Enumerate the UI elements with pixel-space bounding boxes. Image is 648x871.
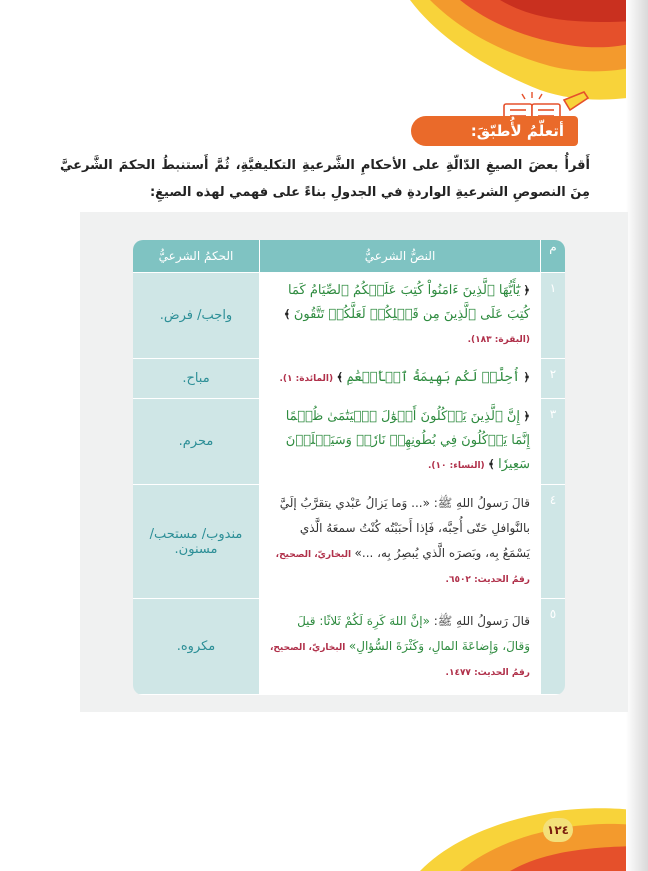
hadith-reference: البخاريّ، الصحيح، رقمُ الحديث: ٦٥٠٢. <box>275 550 530 585</box>
page-edge-shadow <box>626 0 648 871</box>
row-text <box>259 599 540 695</box>
row-text <box>259 359 540 399</box>
header-num: م <box>540 240 565 273</box>
table-row <box>133 485 565 599</box>
ayah-open-bracket: ﴿ <box>523 371 530 384</box>
header-rule: الحكمُ الشرعيُّ <box>133 240 259 273</box>
rulings-table <box>133 240 565 695</box>
row-number: ٢ <box>540 359 565 399</box>
ayah-reference: (البقرة: ١٨٣). <box>467 335 530 345</box>
row-number: ٥ <box>540 599 565 695</box>
hadith-intro: قالَ رَسولُ اللهِ ﷺ: <box>429 613 530 628</box>
table-row <box>133 399 565 485</box>
ayah-close-bracket: ﴾ <box>283 308 291 321</box>
row-text <box>259 399 540 485</box>
intro-paragraph: أَقرأُ بعضَ الصيغِ الدّالّةِ على الأحكامِ الشَّرعيةِ التكليفيَّةِ، ثُمَّ أَستنبطُ الحكمَ الشَّرعيَّ مِنَ النصوصِ الشرعيةِ الواردةِ في الجدولِ بناءً على فهمي لهذه الصيغِ: <box>60 158 590 200</box>
section-heading <box>411 116 578 146</box>
ayah-open-bracket: ﴿ <box>523 284 530 297</box>
row-text <box>259 273 540 359</box>
hadith-text: قالَ رَسولُ اللهِ ﷺ: «... وَما يَزالُ عَبْدي يتقرَّبُ إلَيَّ بالنَّوافلِ حَتّى أُحِبَّه، فَإذا أَحبَبْتُه كُنْتُ سمعَهُ الَّذي يَسْمَعُ بِه، وبَصرَه الَّذي يُبصِرُ بِه، ...» <box>279 496 530 560</box>
table-row <box>133 273 565 359</box>
table-row <box>133 599 565 695</box>
ayah-text: إِنَّ ٱلَّذِينَ يَأۡكُلُونَ أَمۡوَٰلَ ٱلۡيَتَٰمَىٰ ظُلۡمًا إِنَّمَا يَأۡكُلُونَ فِي بُطُونِهِمۡ نَارٗاۖ وَسَيَصۡلَوۡنَ سَعِيرٗا <box>285 409 530 472</box>
ayah-close-bracket: ﴾ <box>336 371 344 384</box>
ayah-close-bracket: ﴾ <box>488 458 495 471</box>
row-text <box>259 485 540 599</box>
ayah-reference: (النساء: ١٠). <box>428 461 485 471</box>
table-header-row <box>133 240 565 273</box>
table-row <box>133 359 565 399</box>
ayah-text: أُحِلَّتۡ لَكُم بَهِيمَةُ ٱلۡأَنۡعَٰمِ <box>346 370 521 385</box>
ayah-text: يَٰٓأَيُّهَا ٱلَّذِينَ ءَامَنُواْ كُتِبَ عَلَيۡكُمُ ٱلصِّيَامُ كَمَا كُتِبَ عَلَى ٱلَّذِينَ مِن قَبۡلِكُمۡ لَعَلَّكُمۡ تَتَّقُونَ <box>288 283 530 322</box>
row-number: ٣ <box>540 399 565 485</box>
row-ruling: مكروه. <box>133 599 259 695</box>
row-ruling: مباح. <box>133 359 259 399</box>
bottom-decor-waves <box>380 790 648 871</box>
hadith-text: «إنَّ اللهَ كَرِهَ لَكُمْ ثَلاثًا: قيلَ وَقالَ، وَإِضاعَةَ المالِ، وَكَثْرَةَ السُّؤالِ» <box>297 613 530 653</box>
row-number: ٤ <box>540 485 565 599</box>
hadith-reference: البخاريّ، الصحيح، رقمُ الحديث: ١٤٧٧. <box>270 642 530 678</box>
row-ruling: محرم. <box>133 399 259 485</box>
row-ruling: مندوب/ مستحب/ مسنون. <box>133 485 259 599</box>
header-text: النصُّ الشرعيُّ <box>259 240 540 273</box>
row-ruling: واجب/ فرض. <box>133 273 259 359</box>
section-heading-label: أتعلّمُ لأُطبّقَ: <box>470 122 564 140</box>
ayah-reference: (المائدة: ١). <box>279 374 334 384</box>
page-number: ١٢٤ <box>543 818 573 842</box>
row-number: ١ <box>540 273 565 359</box>
ayah-open-bracket: ﴿ <box>523 410 530 423</box>
